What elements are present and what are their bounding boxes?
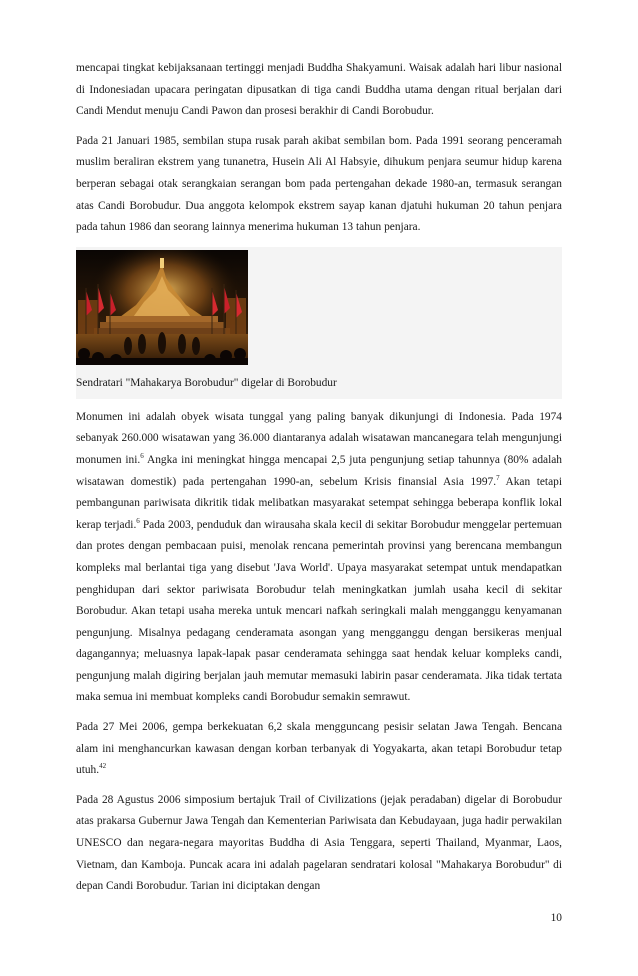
paragraph-tourism-text-4: Pada 2003, penduduk dan wirausaha skala kecil di sekitar Borobudur menggelar pertemuan dan protes dengan pembacaan puisi, menolak rencana pemerintah provinsi yang berencana membangun kompleks mal berlantai tiga yang disebut 'Java World'. Upaya masyarakat setempat untuk mendapatkan penghidupan dari sektor pariwisata Borobudur telah meningkatkan jumlah usaha kecil di sekitar Borobudur. Akan tetapi usaha mereka untuk mencari nafkah seringkali malah mengganggu kenyamanan pengunjung. Misalnya pedagang cenderamata asongan yang mengganggu dengan bersikeras menjual dagangannya; meluasnya lapak-lapak pasar cenderamata sehingga saat hendak keluar kompleks candi, pengunjung malah digiring berjalan jauh memutar memasuki labirin pasar cenderamata. Jika tidak tertata maka semua ini membuat kompleks candi Borobudur semakin semrawut. [76, 518, 562, 704]
paragraph-symposium: Pada 28 Agustus 2006 simposium bertajuk Trail of Civilizations (jejak peradaban) digelar di Borobudur atas prakarsa Gubernur Jawa Tengah dan Kementerian Pariwisata dan Kebudayaan, juga hadir perwakilan UNESCO dan negara-negara mayoritas Buddha di Asia Tenggara, seperti Thailand, Myanmar, Laos, Vietnam, dan Kamboja. Puncak acara ini adalah pagelaran sendratari kolosal "Mahakarya Borobudur" di depan Candi Borobudur. Tarian ini diciptakan dengan [76, 793, 562, 893]
paragraph-waisak: mencapai tingkat kebijaksanaan tertinggi menjadi Buddha Shakyamuni. Waisak adalah hari libur nasional di Indonesiadan upacara peringatan dipusatkan di tiga candi Buddha utama dengan ritual berjalan dari Candi Mendut menuju Candi Pawon dan prosesi berakhir di Candi Borobudur. [76, 62, 562, 118]
page-number: 10 [550, 912, 562, 924]
reference-superscript: 7 [496, 473, 500, 482]
reference-superscript: 42 [99, 762, 107, 771]
page-content [76, 58, 562, 906]
paragraph-earthquake [76, 717, 562, 782]
paragraph-tourism-text-3: Akan tetapi pembangunan pariwisata dikritik tidak melibatkan masyarakat setempat sehingga beberapa konflik lokal kerap terjadi. [76, 475, 562, 531]
sendratari-photo-image [76, 250, 248, 365]
paragraph-tourism-text-2: Angka ini meningkat hingga mencapai 2,5 juta pengunjung setiap tahunnya (80% adalah wisatawan domestik) pada pertengahan 1990-an, sebelum Krisis finansial Asia 1997. [76, 453, 562, 488]
figure [76, 247, 562, 399]
reference-superscript: 6 [140, 452, 144, 461]
photo-sendratari [76, 250, 248, 365]
figure-caption: Sendratari "Mahakarya Borobudur" digelar di Borobudur [76, 376, 337, 389]
reference-superscript: 6 [136, 516, 140, 525]
paragraph-tourism-text-1: Monumen ini adalah obyek wisata tunggal yang paling banyak dikunjungi di Indonesia. Pada 1974 sebanyak 260.000 wisatawan yang 36.000 diantaranya adalah wisatawan mancanegara telah mengunjungi monumen ini. [76, 410, 562, 466]
paragraph-tourism [76, 407, 562, 709]
paragraph-bombing: Pada 21 Januari 1985, sembilan stupa rusak parah akibat sembilan bom. Pada 1991 seorang penceramah muslim beraliran ekstrem yang tunanetra, Husein Ali Al Habsyie, dihukum penjara seumur hidup karena berperan sebagai otak serangkaian serangan bom pada pertengahan dekade 1980-an, termasuk serangan atas Candi Borobudur. Dua anggota kelompok ekstrem sayap kanan djatuhi hukuman 20 tahun penjara pada tahun 1986 dan seorang lainnya menerima hukuman 13 tahun penjara. [76, 134, 562, 234]
paragraph-earthquake-text: Pada 27 Mei 2006, gempa berkekuatan 6,2 skala mengguncang pesisir selatan Jawa Tengah. Bencana alam ini menghancurkan kawasan dengan korban terbanyak di Yogyakarta, akan tetapi Borobudur tetap utuh. [76, 721, 562, 777]
